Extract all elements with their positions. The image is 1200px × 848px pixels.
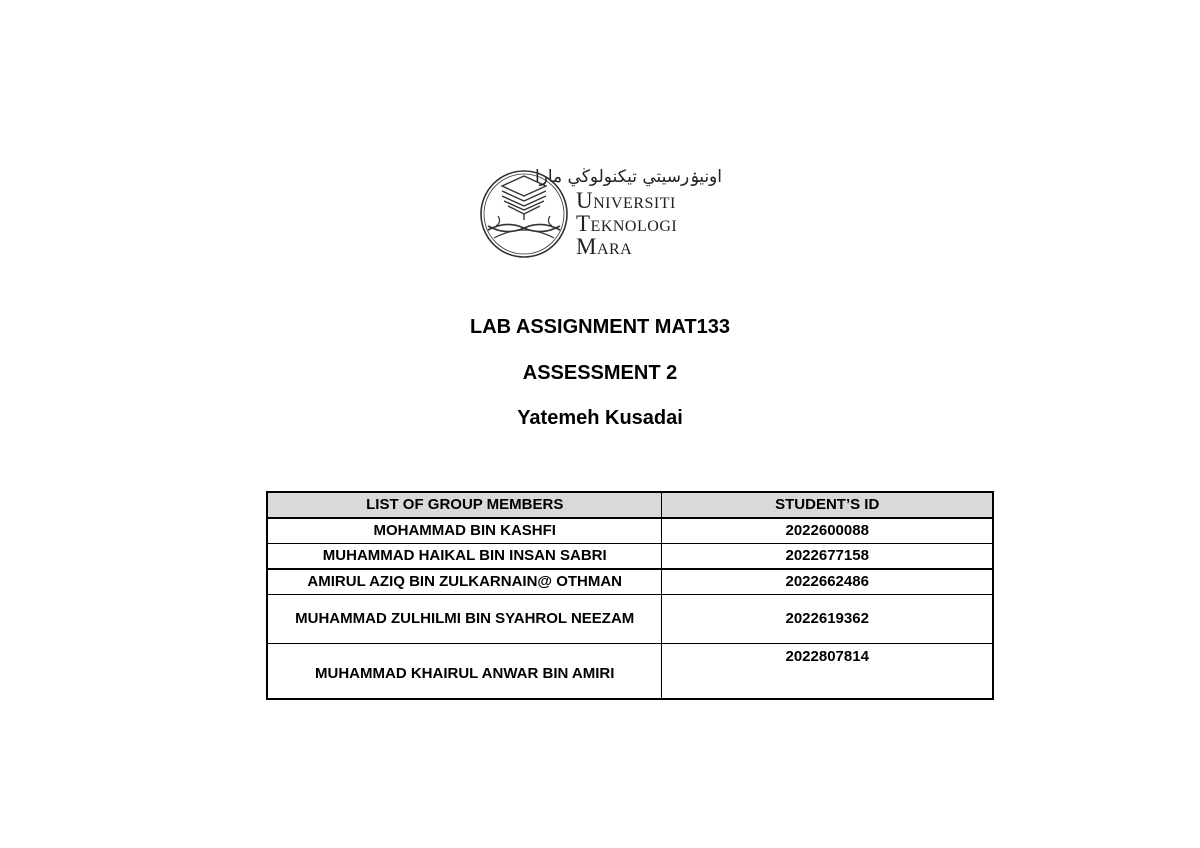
table-row (267, 644, 993, 700)
logo-jawi-script: اونيۏرسيتي تيكنولوڬي مارا (534, 167, 722, 187)
document-subtitle: ASSESSMENT 2 (522, 362, 678, 384)
member-id: 2022600088 (662, 518, 993, 544)
logo-word-mara: Mara (576, 234, 633, 259)
member-id: 2022677158 (662, 544, 993, 570)
logo-word-teknologi: Teknologi (576, 211, 678, 236)
university-logo (476, 164, 726, 264)
member-name: MOHAMMAD BIN KASHFI (267, 518, 662, 544)
header-group-members: LIST OF GROUP MEMBERS (267, 492, 662, 518)
table-row (267, 518, 993, 544)
member-name: MUHAMMAD KHAIRUL ANWAR BIN AMIRI (267, 644, 662, 700)
member-id: 2022662486 (662, 569, 993, 595)
header-student-id: STUDENT’S ID (662, 492, 993, 518)
document-title: LAB ASSIGNMENT MAT133 (469, 316, 731, 338)
lecturer-name: Yatemeh Kusadai (517, 407, 683, 429)
table-header-row (267, 492, 993, 518)
logo-word-universiti: Universiti (576, 188, 676, 213)
member-id: 2022807814 (662, 644, 993, 700)
member-name: MUHAMMAD HAIKAL BIN INSAN SABRI (267, 544, 662, 570)
table-row (267, 569, 993, 595)
table-row (267, 595, 993, 644)
member-id: 2022619362 (662, 595, 993, 644)
member-name: MUHAMMAD ZULHILMI BIN SYAHROL NEEZAM (267, 595, 662, 644)
table-row (267, 544, 993, 570)
group-members-table (266, 491, 994, 700)
member-name: AMIRUL AZIQ BIN ZULKARNAIN@ OTHMAN (267, 569, 662, 595)
